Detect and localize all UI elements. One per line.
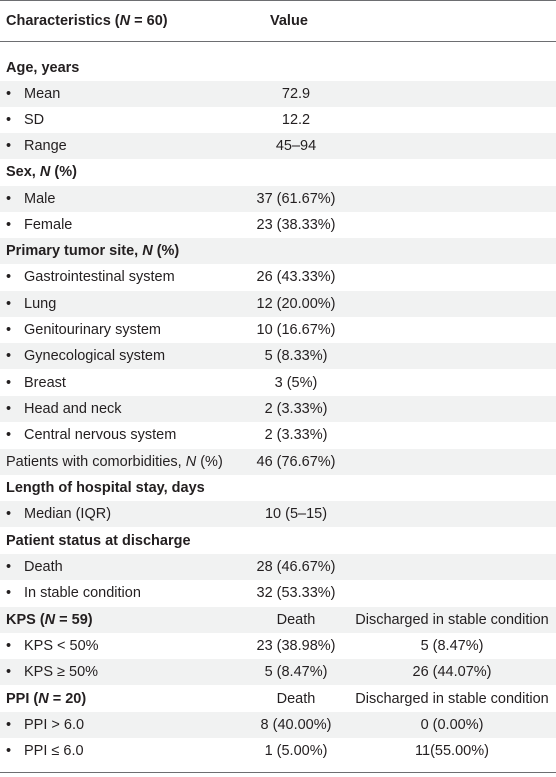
table-row: • Gynecological system 5 (8.33%) bbox=[0, 343, 556, 369]
table-row: • PPI > 6.0 8 (40.00%) 0 (0.00%) bbox=[0, 712, 556, 738]
table-row: • Range 45–94 bbox=[0, 133, 556, 159]
section-discharge-status: Patient status at discharge bbox=[6, 533, 191, 549]
table-row: • Genitourinary system 10 (16.67%) bbox=[6, 322, 336, 338]
table-row: • Death 28 (46.67%) bbox=[0, 554, 556, 580]
comorbidities-row: Patients with comorbidities, N (%) 46 (76.67%) bbox=[0, 449, 556, 475]
header-row bbox=[0, 8, 556, 34]
table-row: • PPI ≤ 6.0 1 (5.00%) 11(55.00%) bbox=[6, 743, 489, 759]
top-rule bbox=[0, 0, 556, 1]
section-sex: Sex, N (%) bbox=[6, 164, 77, 180]
header-rule bbox=[0, 41, 556, 42]
table-row: • Central nervous system 2 (3.33%) bbox=[6, 427, 328, 443]
table-row: • Male 37 (61.67%) bbox=[0, 186, 556, 212]
table-row: • KPS < 50% 23 (38.98%) 5 (8.47%) bbox=[6, 638, 484, 654]
table-row: • Head and neck 2 (3.33%) bbox=[0, 396, 556, 422]
header-characteristics: Characteristics (N = 60) bbox=[6, 13, 168, 29]
section-ppi: PPI (N = 20) Death Discharged in stable condition bbox=[6, 691, 549, 707]
table-row: • Female 23 (38.33%) bbox=[6, 217, 336, 233]
table-row: • Median (IQR) 10 (5–15) bbox=[0, 501, 556, 527]
table-row: • Mean 72.9 bbox=[0, 81, 556, 107]
table-row: • KPS ≥ 50% 5 (8.47%) 26 (44.07%) bbox=[0, 659, 556, 685]
section-tumor-site: Primary tumor site, N (%) bbox=[0, 238, 556, 264]
table-row: • Breast 3 (5%) bbox=[6, 375, 318, 391]
table-row: • Lung 12 (20.00%) bbox=[0, 291, 556, 317]
table-row: • Gastrointestinal system 26 (43.33%) bbox=[6, 269, 336, 285]
bottom-rule bbox=[0, 772, 556, 773]
table-row: • SD 12.2 bbox=[6, 112, 311, 128]
table-row: • In stable condition 32 (53.33%) bbox=[6, 585, 336, 601]
section-kps: KPS (N = 59) Death Discharged in stable condition bbox=[0, 607, 556, 633]
header-value: Value bbox=[270, 13, 308, 29]
section-length-of-stay: Length of hospital stay, days bbox=[6, 480, 205, 496]
section-age: Age, years bbox=[6, 60, 80, 76]
